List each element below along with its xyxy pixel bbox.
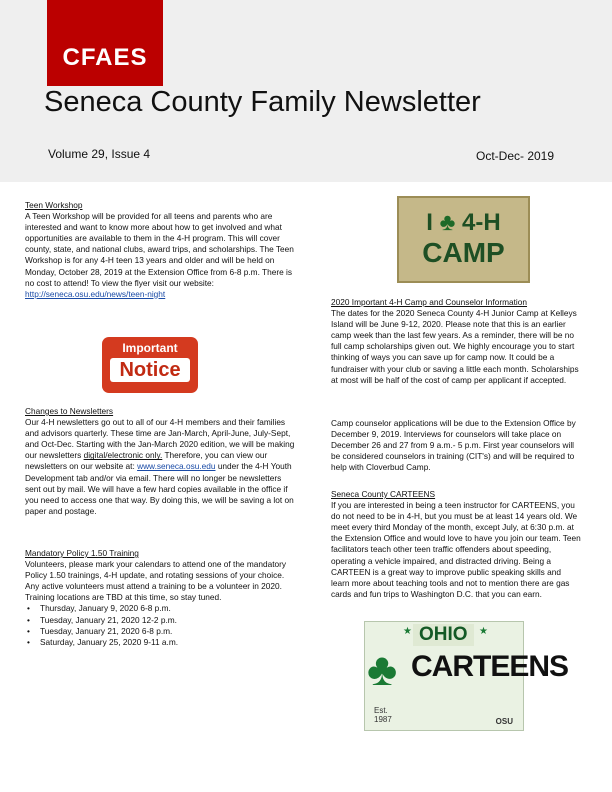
- list-item: • Saturday, January 25, 2020 9-11 a.m.: [25, 637, 297, 648]
- plate-osu: OSU: [495, 717, 513, 726]
- plate-established: [374, 706, 392, 724]
- est-label: Est.: [374, 706, 388, 715]
- notice-line2: Notice: [110, 358, 190, 382]
- logo-text: CFAES: [62, 44, 148, 71]
- plate-state: OHIO: [413, 624, 474, 646]
- newsletter-changes-section: [25, 406, 297, 517]
- carteens-body: If you are interested in being a teen instructor for CARTEENS, you do not need to be in 4-H, but you must be at least 14 years old. We meet every third Monday of the month, except July, at 6:30 p.m. at the Extension Office and would love to have you join our team. Teen facilitators teach other teen traffic offenders about speeding, operating a vehicle impaired, and distracted driving. Being a CARTEEN is a great way to improve public speaking skills and learn more about teaching tools and not to mention there are gas cards and fun trips to Washington D.C. that you can earn.: [331, 500, 581, 599]
- list-item: • Thursday, January 9, 2020 6-8 p.m.: [25, 603, 297, 614]
- teen-workshop-heading: Teen Workshop: [25, 200, 83, 210]
- carteens-heading: Seneca County CARTEENS: [331, 489, 436, 499]
- clover-icon: ♣: [439, 209, 456, 236]
- newsletter-changes-body: Our 4-H newsletters go out to all of our 4-H members and their families and advisors quarterly. These time are Jan-March, April-June, July-Sept, and Oct-Dec. Starting with the Jan-March 2020 edition, we will be making our newsletters: [25, 417, 295, 461]
- mandatory-policy-section: [25, 548, 297, 648]
- digital-only-text: digital/electronic only.: [83, 450, 163, 461]
- cfaes-logo: [47, 0, 163, 86]
- counselor-body: Camp counselor applications will be due to the Extension Office by December 9, 2019. Interviews for counselors will take place on December 26 and 27 from 9 a.m.- 5 p.m. First year counselors will be considered counselors in training (CIT's) and will be required to help with Cloverbud Camp.: [331, 418, 576, 473]
- star-icon: ★: [403, 626, 412, 637]
- list-item: • Tuesday, January 21, 2020 6-8 p.m.: [25, 626, 297, 637]
- training-dates-list: [25, 603, 297, 647]
- newsletter-changes-middle: Therefore, you can view our newsletters on our website at:: [25, 450, 268, 472]
- volume-issue: Volume 29, Issue 4: [48, 147, 151, 161]
- carteens-section: [331, 489, 581, 600]
- counselor-section: [331, 418, 581, 473]
- page-title: Seneca County Family Newsletter: [44, 86, 481, 118]
- list-item: • Tuesday, January 21, 2020 12-2 p.m.: [25, 615, 297, 626]
- camp-info-section: [331, 297, 581, 386]
- notice-line1: Important: [122, 341, 178, 355]
- plate-name: CARTEENS: [411, 650, 569, 683]
- est-year: 1987: [374, 715, 392, 724]
- camp-4h-text: 4-H: [462, 209, 501, 236]
- teen-workshop-section: [25, 200, 297, 300]
- 4h-camp-image: [397, 196, 530, 283]
- four-h-clover-icon: ♣: [367, 643, 398, 695]
- teen-night-link[interactable]: http://seneca.osu.edu/news/teen-night: [25, 288, 166, 299]
- mandatory-policy-body: Volunteers, please mark your calendars to attend one of the mandatory Policy 1.50 trainings, 4-H update, and rotating sessions of your choice. Any active volunteers must attend a training to be a volunteer in 2020.: [25, 559, 287, 592]
- issue-date: Oct-Dec- 2019: [476, 149, 555, 163]
- ohio-carteens-plate-image: [364, 621, 569, 731]
- mandatory-policy-heading: Mandatory Policy 1.50 Training: [25, 548, 139, 558]
- camp-i-text: I: [426, 209, 433, 236]
- newsletter-changes-after: under the 4-H Youth Development tab and/or via email. There will no longer be newsletters sent out by mail. We will have a few hard copies available in the office if you need to access one that way. By doing this, we will be saving a lot on paper and postage.: [25, 461, 294, 516]
- seneca-website-link[interactable]: www.seneca.osu.edu: [137, 461, 216, 472]
- star-icon: ★: [479, 626, 488, 637]
- newsletter-changes-heading: Changes to Newsletters: [25, 406, 114, 416]
- camp-info-body: The dates for the 2020 Seneca County 4-H Junior Camp at Kelleys Island will be June 9-12, 2020. Please note that this is an earlier camp week than the last few years. As a reminder, there will be no full camp scholarships given out. We highly encourage you to start thinking of ways you can save up for camp now. It could be a fundraiser with your club or saving a little each month. Scholarships at most will be half of the cost of camp per applicant if accepted.: [331, 308, 579, 385]
- camp-text: CAMP: [422, 237, 505, 268]
- training-locations-text: Training locations are TBD at this time, so stay tuned.: [25, 592, 222, 603]
- important-notice-image: [102, 337, 198, 393]
- camp-info-heading: 2020 Important 4-H Camp and Counselor Information: [331, 297, 528, 307]
- teen-workshop-body: A Teen Workshop will be provided for all teens and parents who are interested and want to know more about how to get involved and what opportunities are available to them in the 4-H program. This will cover county, state, and national clubs, award trips, and scholarships. The Teen Workshop is for any 4-H teen 13 years and older and will be held on Monday, October 28, 2019 at the Extension Office from 6-8 p.m. There is no cost to attend! To view the flyer visit our website:: [25, 211, 294, 288]
